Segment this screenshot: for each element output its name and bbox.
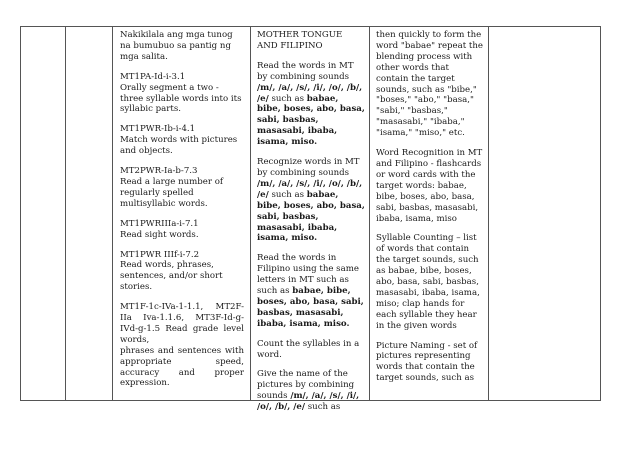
competency-block <box>120 219 244 241</box>
competency-text: phrases and sentences with appropriate speed, accuracy and proper expression. <box>120 345 244 389</box>
section-title-line: MOTHER TONGUE <box>257 30 343 40</box>
competency-code: MT1F-1c-IVa-1-1.1, MT2F-IIa Iva-1.1.6, MT3F-Id-g-IVd-g-1.5 Read grade level words, <box>120 302 244 345</box>
word-list: babae, bibe, boses, abo, basa, sabi, basbas, masasabi, ibaba, isama, miso. <box>257 286 364 329</box>
section-title <box>257 30 365 52</box>
competency-block <box>120 72 244 116</box>
competency-code: MT1PA-Id-i-3.1 <box>120 71 186 82</box>
sound-list: /m/, /a/, /s/, /i/, /o/, /b/, <box>257 82 363 93</box>
content-text: such as <box>305 402 341 413</box>
column-divider <box>488 26 489 401</box>
competency-text: Match words with pictures and objects. <box>120 135 238 157</box>
content-block <box>257 157 365 244</box>
word-list: babae, bibe, boses, abo, basa, sabi, basbas, masasabi, ibaba, isama, miso. <box>257 189 365 244</box>
content-block <box>257 369 365 413</box>
competency-block <box>120 302 244 389</box>
competencies-cell <box>120 30 244 398</box>
table-top-border <box>20 26 601 27</box>
sound-list: /e/ <box>257 93 269 104</box>
content-text: Give the name of the pictures by combining sounds <box>257 369 355 402</box>
competency-block <box>120 250 244 294</box>
column-divider <box>600 26 601 401</box>
sound-list: /m/, /a/, /s/, /i/, /o/, /b/, /e/ <box>257 178 363 200</box>
competency-text: Read a large number of regularly spelled multisyllabic words. <box>120 176 224 209</box>
content-text: such as <box>268 93 307 104</box>
content-cell <box>257 30 365 422</box>
competency-text: Nakikilala ang mga tunog na bumubuo sa pantig ng mga salita. <box>120 30 233 62</box>
competency-block <box>120 124 244 157</box>
competency-text: Read sight words. <box>120 229 199 240</box>
word-list: babae, bibe, boses, abo, basa, sabi, basbas, masasabi, ibaba, isama, miso. <box>257 93 365 148</box>
content-text: Read the words in Filipino using the same letters in MT such as such as <box>257 253 359 297</box>
competency-code: MT1PWR-Ib-i-4.1 <box>120 124 196 135</box>
column-divider <box>369 26 370 401</box>
activity-text: Word Recognition in MT and Filipino - flashcards or word cards with the target words: babae, bibe, boses, abo, basa, sabi, basbas, masasabi, ibaba, isama, miso <box>376 148 483 224</box>
column-divider <box>112 26 113 401</box>
competency-code: MT1PWRIIIa-i-7.1 <box>120 218 199 229</box>
content-text: Count the syllables in a word. <box>257 338 360 360</box>
content-text: such as <box>268 189 307 200</box>
section-title-line: AND FILIPINO <box>257 40 323 51</box>
competency-code: MT2PWR-Ia-b-7.3 <box>120 166 198 177</box>
content-block <box>257 339 365 361</box>
content-block <box>257 253 365 329</box>
activities-cell <box>376 30 484 393</box>
competency-code: MT1PWR IIIf-i-7.2 <box>120 249 200 260</box>
content-text: Read the words in MT by combining sounds <box>257 60 354 82</box>
column-divider <box>250 26 251 401</box>
content-text: Recognize words in MT by combining sounds <box>257 157 360 178</box>
column-divider <box>20 26 21 401</box>
competency-block <box>120 166 244 210</box>
activity-text: Picture Naming - set of pictures representing words that contain the target sounds, such as <box>376 340 478 384</box>
column-divider <box>65 26 66 401</box>
activity-text: then quickly to form the word "babae" repeat the blending process with other words that contain the target sounds, such as "bibe," "boses," "abo," "basa," "sabi," "basbas," "masasabi," "ibaba," "isama," "miso," etc. <box>376 30 484 139</box>
activity-text: Syllable Counting – list of words that contain the target sounds, such as babae, bibe, boses, abo, basa, sabi, basbas, masasabi, ibaba, isama, miso; clap hands for each syllable they hear in the given words <box>376 233 480 331</box>
content-block <box>257 61 365 148</box>
competency-text: Orally segment a two - three syllable words into its syllabic parts. <box>120 82 242 115</box>
competency-text: Read words, phrases, sentences, and/or short stories. <box>120 260 223 293</box>
sound-list: /m/, /a/, /s/, /i/, /o/, /b/, /e/ <box>257 391 360 413</box>
